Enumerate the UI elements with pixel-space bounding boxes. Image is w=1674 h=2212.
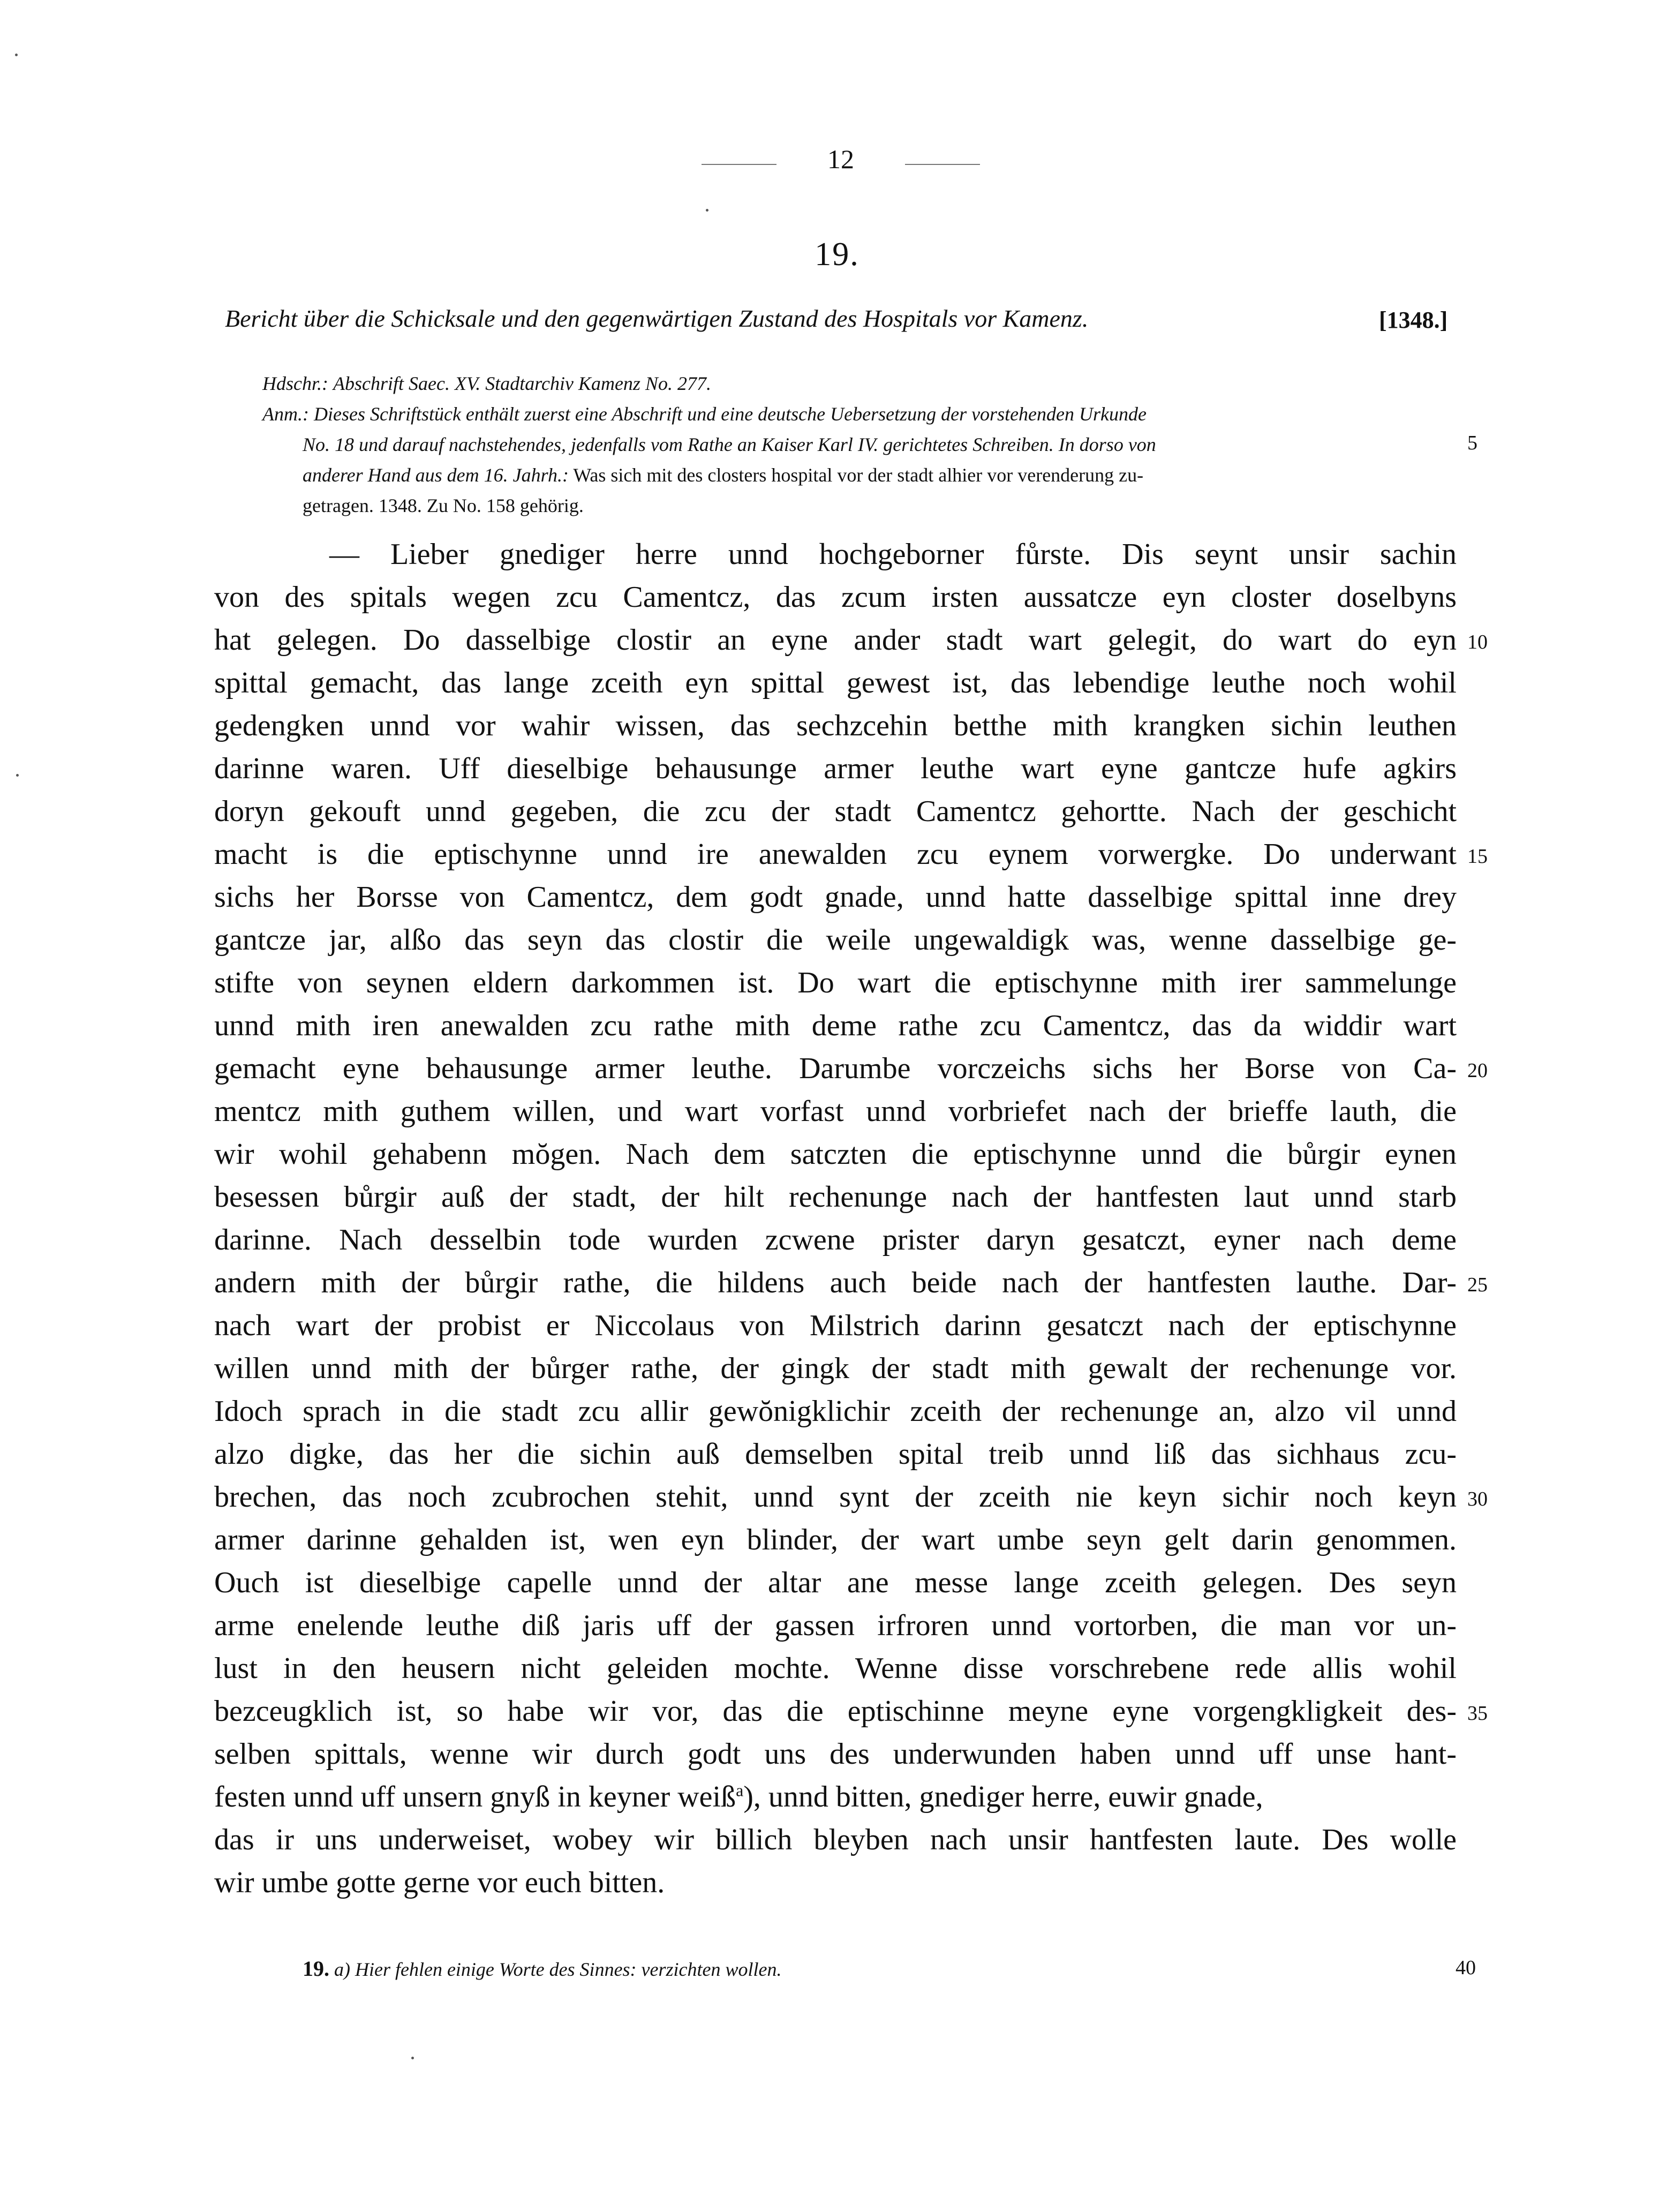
document-date: [1348.] xyxy=(1379,307,1448,333)
anm-line3-rest: Was sich mit des closters hospital vor der stadt alhier vor verenderung zu- xyxy=(573,464,1144,486)
running-header xyxy=(702,144,980,181)
body-line-24: armer darinne gehalden ist, wen eyn blinder, der wart umbe seyn gelt darin genommen. xyxy=(214,1523,1457,1556)
body-line-9: sichs her Borsse von Camentcz, dem godt gnade, unnd hatte dasselbige spittal inne drey xyxy=(214,881,1457,914)
footnote-reference: a xyxy=(736,1780,744,1800)
body-line-30 xyxy=(214,1780,1457,1814)
body-line-22: alzo digke, das her die sichin auß demselben spital treib unnd liß das sichhaus zcu- xyxy=(214,1438,1457,1471)
anm-label: Anm.: xyxy=(262,403,309,425)
body-line-30-end: ), unnd bitten, gnediger herre, euwir gnade, xyxy=(743,1780,1263,1814)
anm-line1-text: Dieses Schriftstück enthält zuerst eine Abschrift und eine deutsche Uebersetzung der vorstehenden Urkunde xyxy=(313,403,1147,425)
anm-line4-text: getragen. 1348. Zu No. 158 gehörig. xyxy=(303,495,584,516)
line-number-25: 25 xyxy=(1467,1274,1488,1296)
line-number-35: 35 xyxy=(1467,1702,1488,1725)
body-line-3: hat gelegen. Do dasselbige clostir an eyne ander stadt wart gelegit, do wart do eyn xyxy=(214,623,1457,657)
body-line-30-start: festen unnd uff unsern gnyß in keyner weiß xyxy=(214,1780,736,1814)
line-number-15: 15 xyxy=(1467,845,1488,868)
body-line-13: gemacht eyne behausunge armer leuthe. Darumbe vorczeichs sichs her Borse von Ca- xyxy=(214,1052,1457,1085)
body-line-4: spittal gemacht, das lange zceith eyn spittal gewest ist, das lebendige leuthe noch wohil xyxy=(214,666,1457,699)
body-line-6: darinne waren. Uff dieselbige behausunge armer leuthe wart eyne gantcze hufe agkirs xyxy=(214,752,1457,785)
body-line-27: lust in den heusern nicht geleiden mochte. Wenne disse vorschrebene rede allis wohil xyxy=(214,1652,1457,1685)
body-line-11: stifte von seynen eldern darkommen ist. Do wart die eptischynne mith irer sammelunge xyxy=(214,966,1457,999)
body-line-7: doryn gekouft unnd gegeben, die zcu der stadt Camentcz gehortte. Nach der geschicht xyxy=(214,795,1457,828)
footnote-text: a) Hier fehlen einige Worte des Sinnes: verzichten wollen. xyxy=(334,1959,782,1980)
body-line-8: macht is die eptischynne unnd ire anewalden zcu eynem vorwergke. Do underwant xyxy=(214,838,1457,871)
body-line-14: mentcz mith guthem willen, und wart vorfast unnd vorbriefet nach der brieffe lauth, die xyxy=(214,1095,1457,1128)
note-anm-line2 xyxy=(303,430,1156,460)
scan-speck xyxy=(411,2057,414,2059)
anm-line3-italic: anderer Hand aus dem 16. Jahrh.: xyxy=(303,464,569,486)
body-line-18: andern mith der bůrgir rathe, die hildens auch beide nach der hantfesten lauthe. Dar- xyxy=(214,1266,1457,1299)
scan-speck xyxy=(16,774,19,777)
body-line-2: von des spitals wegen zcu Camentcz, das zcum irsten aussatcze eyn closter doselbyns xyxy=(214,581,1457,614)
body-line-10: gantcze jar, alßo das seyn das clostir die weile ungewaldigk was, wenne dasselbige ge- xyxy=(214,923,1457,957)
body-line-12: unnd mith iren anewalden zcu rathe mith deme rathe zcu Camentcz, das da widdir wart xyxy=(214,1009,1457,1042)
scan-speck xyxy=(15,54,18,56)
footnote-number: 19. xyxy=(303,1957,329,1981)
body-line-25: Ouch ist dieselbige capelle unnd der altar ane messe lange zceith gelegen. Des seyn xyxy=(214,1566,1457,1599)
page-number: 12 xyxy=(827,144,854,174)
line-number-20: 20 xyxy=(1467,1059,1488,1082)
body-line-19: nach wart der probist er Niccolaus von Milstrich darinn gesatczt nach der eptischynne xyxy=(214,1309,1457,1342)
footnote xyxy=(303,1956,781,1981)
line-number-10: 10 xyxy=(1467,631,1488,653)
body-line-32: wir umbe gotte gerne vor euch bitten. xyxy=(214,1866,665,1899)
note-anm-line1 xyxy=(262,399,1147,430)
body-line-21: Idoch sprach in die stadt zcu allir gewŏnigklichir zceith der rechenunge an, alzo vil unnd xyxy=(214,1395,1457,1428)
body-line-5: gedengken unnd vor wahir wissen, das sechzcehin betthe mith krangken sichin leuthen xyxy=(214,709,1457,742)
line-number-30: 30 xyxy=(1467,1488,1488,1510)
note-hdschr xyxy=(262,368,711,399)
line-number-5: 5 xyxy=(1467,432,1477,454)
header-rule-right xyxy=(905,164,980,165)
body-line-29: selben spittals, wenne wir durch godt uns des underwunden haben unnd uff unse hant- xyxy=(214,1737,1457,1771)
note-anm-line3 xyxy=(303,460,1143,491)
line-number-40: 40 xyxy=(1456,1957,1476,1979)
body-line-20: willen unnd mith der bůrger rathe, der gingk der stadt mith gewalt der rechenunge vor. xyxy=(214,1352,1457,1385)
body-line-23: brechen, das noch zcubrochen stehit, unnd synt der zceith nie keyn sichir noch keyn xyxy=(214,1480,1457,1514)
body-line-1: — Lieber gnediger herre unnd hochgeborner fůrste. Dis seynt unsir sachin xyxy=(329,538,1457,571)
scan-speck xyxy=(706,209,708,212)
document-number: 19. xyxy=(815,236,859,273)
body-line-16: besessen bůrgir auß der stadt, der hilt rechenunge nach der hantfesten laut unnd starb xyxy=(214,1180,1457,1214)
document-title: Bericht über die Schicksale und den gegenwärtigen Zustand des Hospitals vor Kamenz. xyxy=(225,305,1089,332)
hdschr-label: Hdschr.: xyxy=(262,373,328,394)
body-line-15: wir wohil gehabenn mŏgen. Nach dem satczten die eptischynne unnd die bůrgir eynen xyxy=(214,1138,1457,1171)
body-line-28: bezceugklich ist, so habe wir vor, das die eptischinne meyne eyne vorgengkligkeit des- xyxy=(214,1695,1457,1728)
note-anm-line4 xyxy=(303,491,584,521)
anm-line2-text: No. 18 und darauf nachstehendes, jedenfalls vom Rathe an Kaiser Karl IV. gerichtetes Schreiben. In dorso von xyxy=(303,434,1156,455)
body-line-26: arme enelende leuthe diß jaris uff der gassen irfroren unnd vortorben, die man vor un- xyxy=(214,1609,1457,1642)
body-line-17: darinne. Nach desselbin tode wurden zcwene prister daryn gesatczt, eyner nach deme xyxy=(214,1223,1457,1257)
body-line-31: das ir uns underweiset, wobey wir billich bleyben nach unsir hantfesten laute. Des wolle xyxy=(214,1823,1457,1856)
hdschr-text: Abschrift Saec. XV. Stadtarchiv Kamenz No. 277. xyxy=(333,373,711,394)
